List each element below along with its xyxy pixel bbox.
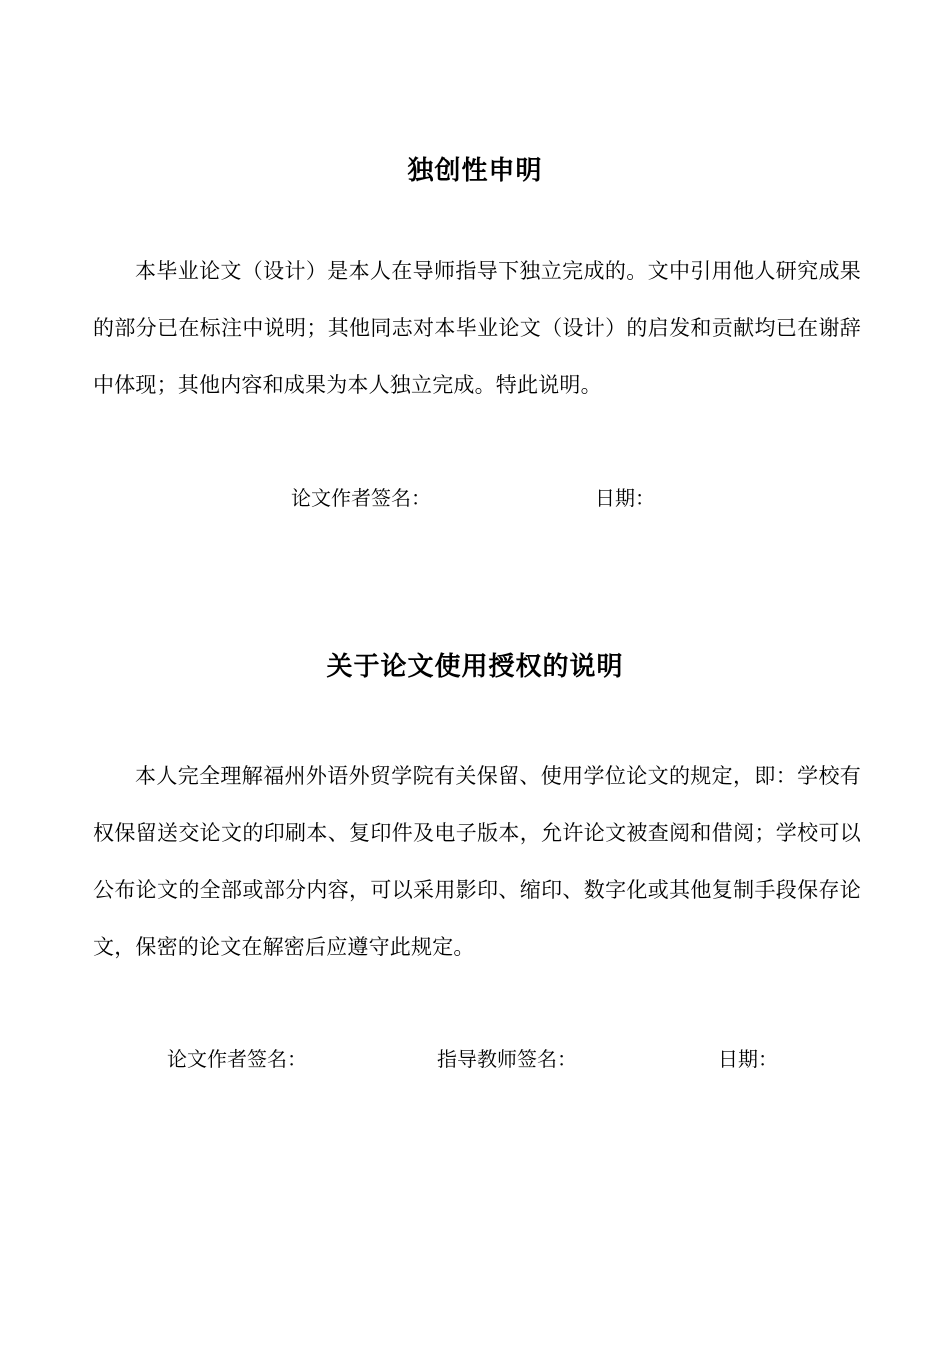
- originality-declaration-title: 独创性申明: [407, 156, 543, 186]
- authorization-date-label: 日期：: [718, 1047, 778, 1071]
- originality-declaration-body: 本毕业论文（设计）是本人在导师指导下独立完成的。文中引用他人研究成果的部分已在标注中说明；其他同志对本毕业论文（设计）的启发和贡献均已在谢辞中体现；其他内容和成果为本人独立完成。特此说明。: [93, 259, 861, 397]
- declaration-author-signature-label: 论文作者签名：: [291, 486, 431, 510]
- authorization-title: 关于论文使用授权的说明: [326, 652, 624, 682]
- authorization-body: 本人完全理解福州外语外贸学院有关保留、使用学位论文的规定，即：学校有权保留送交论文的印刷本、复印件及电子版本，允许论文被查阅和借阅；学校可以公布论文的全部或部分内容，可以采用影印、缩印、数字化或其他复制手段保存论文，保密的论文在解密后应遵守此规定。: [93, 764, 861, 959]
- declaration-date-label: 日期：: [595, 486, 655, 510]
- authorization-advisor-signature-label: 指导教师签名：: [437, 1047, 577, 1071]
- authorization-author-signature-label: 论文作者签名：: [167, 1047, 307, 1071]
